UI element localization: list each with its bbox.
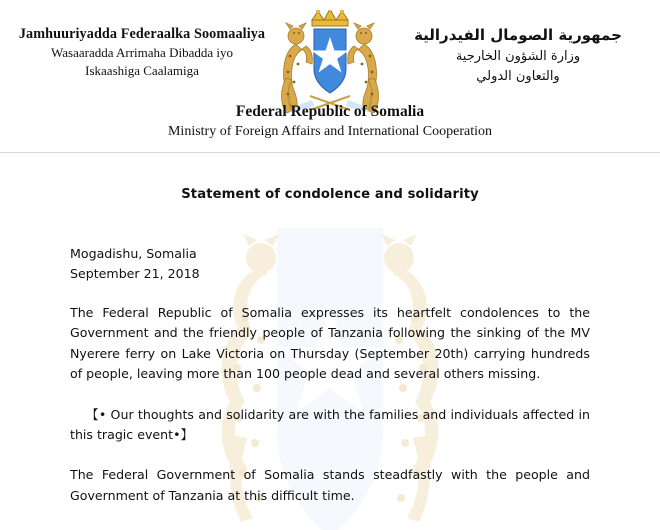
- english-country-name: Federal Republic of Somalia: [235, 103, 425, 120]
- dateline-date: September 21, 2018: [70, 265, 200, 281]
- dateline: [70, 244, 590, 283]
- arabic-ministry-line1: وزارة الشؤون الخارجية: [455, 48, 581, 64]
- letterhead-english-block: [0, 98, 660, 142]
- document-body: [0, 187, 660, 506]
- somalia-coat-of-arms-icon: [270, 10, 390, 114]
- somali-country-name: Jamhuuriyadda Federaalka Soomaaliya: [18, 26, 266, 42]
- arabic-country-name: جمهورية الصومال الفيدرالية: [414, 26, 622, 44]
- arabic-ministry-line2: والتعاون الدولي: [476, 68, 560, 84]
- letterhead: [0, 0, 660, 153]
- letterhead-row: [0, 0, 660, 98]
- paragraph-1: The Federal Republic of Somalia expresses its heartfelt condolences to the Government and the friendly people of Tanzania following the sinking of the MV Nyerere ferry on Lake Victoria on Thursday (September 20th) carrying hundreds of people, leaving more than 100 people dead and several others missing.: [70, 305, 590, 382]
- paragraph-3: The Federal Government of Somalia stands steadfastly with the people and Government of Tanzania at this difficult time.: [70, 467, 590, 503]
- letterhead-somali-block: [16, 14, 268, 80]
- somali-ministry-line1: Wasaaradda Arrimaha Dibadda iyo: [51, 44, 233, 60]
- dateline-place: Mogadishu, Somalia: [70, 246, 197, 261]
- page-title: Statement of condolence and solidarity: [181, 187, 479, 202]
- letterhead-arabic-block: [392, 14, 644, 87]
- paragraph-2: 【• Our thoughts and solidarity are with the families and individuals affected in this tragic event•】: [70, 406, 590, 442]
- english-ministry-name: Ministry of Foreign Affairs and International Cooperation: [167, 123, 492, 139]
- somali-ministry-line2: Iskaashiga Caalamiga: [85, 62, 199, 78]
